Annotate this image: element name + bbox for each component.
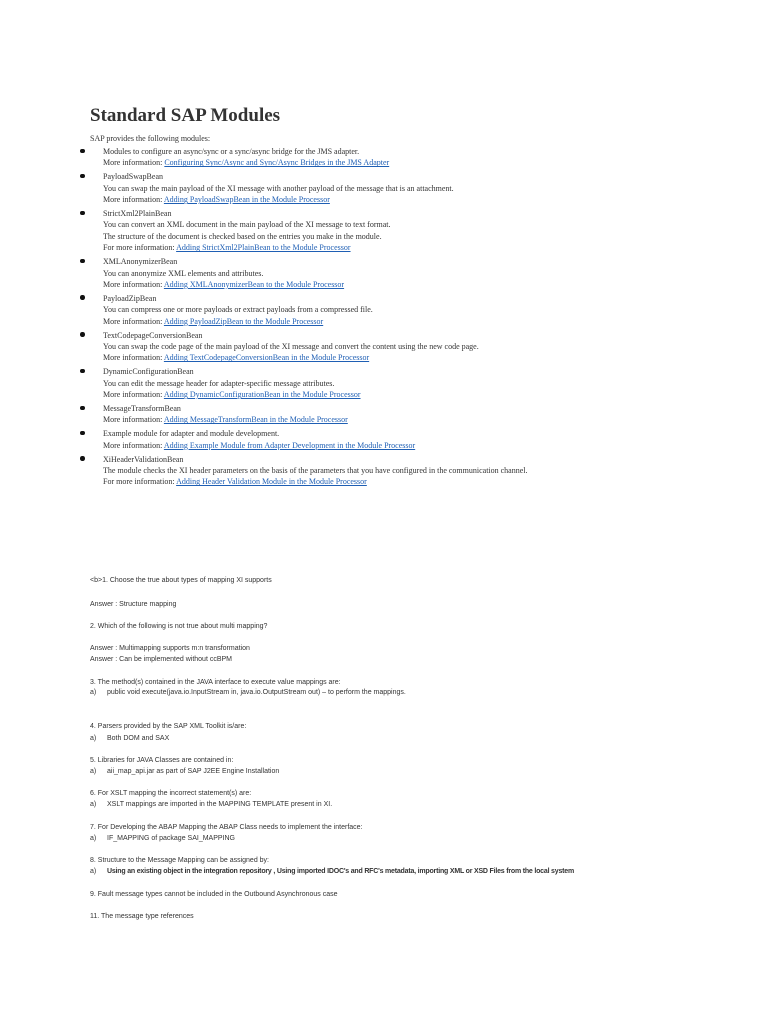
module-line: PayloadSwapBean (103, 172, 163, 182)
more-information-line (103, 414, 768, 425)
module-item (0, 171, 768, 205)
module-line: You can swap the main payload of the XI message with another payload of the message that is an attachment. (103, 183, 454, 193)
module-link[interactable]: Adding PayloadSwapBean in the Module Processor (163, 195, 330, 205)
more-information-label: More information: (103, 440, 164, 450)
more-information-label: More information: (103, 158, 165, 168)
module-link[interactable]: Adding StrictXml2PlainBean to the Module Processor (176, 243, 351, 253)
module-line: Modules to configure an async/sync or a sync/async bridge for the JMS adapter. (103, 147, 360, 156)
module-item (0, 454, 768, 488)
answer-label: a) (90, 868, 97, 875)
more-information-line (103, 242, 768, 253)
module-link[interactable]: Adding DynamicConfigurationBean in the Module Processor (163, 390, 361, 400)
answer-1: Answer : Structure mapping (90, 601, 177, 608)
answer-text: Using an existing object in the integration repository , Using imported IDOC's and RFC's metadata, importing XML or XSD Files from the local system (107, 868, 574, 875)
question-9: 9. Fault message types cannot be included in the Outbound Asynchronous case (90, 891, 338, 898)
module-line: The module checks the XI header parameters on the basis of the parameters that you have configured in the communication channel. (103, 466, 528, 476)
answer-label: a) (90, 768, 97, 775)
more-information-label: More information: (103, 353, 164, 363)
module-link[interactable]: Adding TextCodepageConversionBean in the Module Processor (163, 353, 370, 363)
bullet-icon (80, 406, 85, 411)
more-information-label: For more information: (103, 477, 177, 487)
question-1: <b>1. Choose the true about types of mapping XI supports (90, 577, 272, 584)
answer-label: a) (90, 835, 97, 842)
bullet-icon (80, 431, 85, 436)
more-information-line (103, 194, 768, 205)
module-line: MessageTransformBean (103, 404, 181, 414)
module-item (0, 208, 768, 254)
answer-2a: Answer : Multimapping supports m:n transformation (90, 645, 250, 652)
answer-4 (90, 734, 169, 743)
more-information-label: More information: (103, 415, 164, 425)
answer-label: a) (90, 735, 97, 742)
more-information-label: More information: (103, 279, 164, 289)
module-line: XMLAnonymizerBean (103, 257, 178, 267)
answer-text: aii_map_api.jar as part of SAP J2EE Engine Installation (107, 768, 280, 775)
module-link[interactable]: Adding MessageTransformBean in the Module Processor (163, 415, 348, 425)
bullet-icon (80, 149, 85, 154)
answer-label: a) (90, 689, 97, 696)
answer-text: Both DOM and SAX (107, 735, 170, 742)
module-item (0, 146, 768, 169)
module-line: You can edit the message header for adapter-specific message attributes. (103, 378, 335, 388)
module-link[interactable]: Adding XMLAnonymizerBean to the Module Processor (163, 279, 345, 289)
module-line: You can compress one or more payloads or extract payloads from a compressed file. (103, 305, 373, 315)
module-link[interactable]: Configuring Sync/Async and Sync/Async Bridges in the JMS Adapter (164, 158, 390, 168)
module-line: StrictXml2PlainBean (103, 209, 172, 219)
module-item (0, 293, 768, 327)
more-information-label: More information: (103, 195, 164, 205)
module-line: XiHeaderValidationBean (103, 454, 184, 464)
more-information-label: More information: (103, 390, 164, 400)
answer-2b: Answer : Can be implemented without ccBPM (90, 656, 233, 663)
question-5: 5. Libraries for JAVA Classes are contained in: (90, 757, 234, 764)
answer-5 (90, 767, 279, 776)
module-line: You can convert an XML document in the main payload of the XI message to text format. (103, 220, 391, 230)
more-information-line (103, 476, 768, 487)
question-11: 11. The message type references (90, 913, 194, 920)
module-list (0, 146, 768, 490)
answer-8 (90, 867, 574, 876)
answer-text: IF_MAPPING of package SAI_MAPPING (107, 835, 235, 842)
module-line: TextCodepageConversionBean (103, 330, 203, 340)
module-line: DynamicConfigurationBean (103, 367, 194, 377)
more-information-line (103, 157, 768, 168)
answer-6 (90, 800, 332, 809)
module-item (0, 330, 768, 364)
answer-text: public void execute(java.io.InputStream in, java.io.OutputStream out) – to perform the mappings. (107, 689, 406, 696)
answer-label: a) (90, 801, 97, 808)
module-line: PayloadZipBean (103, 293, 157, 303)
module-link[interactable]: Adding Header Validation Module in the Module Processor (176, 477, 367, 487)
module-line: You can swap the code page of the main payload of the XI message and convert the content using the new code page. (103, 342, 479, 351)
bullet-icon (80, 174, 85, 179)
answer-text: XSLT mappings are imported in the MAPPING TEMPLATE present in XI. (107, 801, 333, 808)
module-line: The structure of the document is checked based on the entries you make in the module. (103, 231, 382, 241)
module-link[interactable]: Adding PayloadZipBean to the Module Processor (163, 316, 324, 326)
module-link[interactable]: Adding Example Module from Adapter Development in the Module Processor (163, 440, 416, 450)
question-4: 4. Parsers provided by the SAP XML Toolkit is/are: (90, 723, 247, 730)
intro-text: SAP provides the following modules: (90, 134, 211, 143)
question-7: 7. For Developing the ABAP Mapping the ABAP Class needs to implement the interface: (90, 824, 363, 831)
more-information-line (103, 440, 768, 451)
module-line: Example module for adapter and module development. (103, 429, 280, 439)
answer-7 (90, 834, 235, 843)
bullet-icon (80, 259, 85, 264)
more-information-line (103, 316, 768, 327)
question-8: 8. Structure to the Message Mapping can be assigned by: (90, 857, 269, 864)
bullet-icon (80, 211, 85, 216)
more-information-label: More information: (103, 316, 164, 326)
question-6: 6. For XSLT mapping the incorrect statement(s) are: (90, 790, 252, 797)
module-item (0, 428, 768, 451)
module-item (0, 403, 768, 426)
page-title: Standard SAP Modules (90, 105, 281, 126)
more-information-label: For more information: (103, 243, 177, 253)
bullet-icon (80, 295, 85, 300)
more-information-line (103, 389, 768, 400)
bullet-icon (80, 332, 85, 337)
question-3: 3. The method(s) contained in the JAVA interface to execute value mappings are: (90, 679, 341, 686)
module-item (0, 256, 768, 290)
module-item (0, 366, 768, 400)
bullet-icon (80, 369, 85, 374)
question-2: 2. Which of the following is not true about multi mapping? (90, 623, 268, 630)
more-information-line (103, 352, 768, 363)
module-line: You can anonymize XML elements and attributes. (103, 268, 264, 278)
answer-3 (90, 688, 406, 697)
bullet-icon (80, 456, 85, 461)
more-information-line (103, 279, 768, 290)
